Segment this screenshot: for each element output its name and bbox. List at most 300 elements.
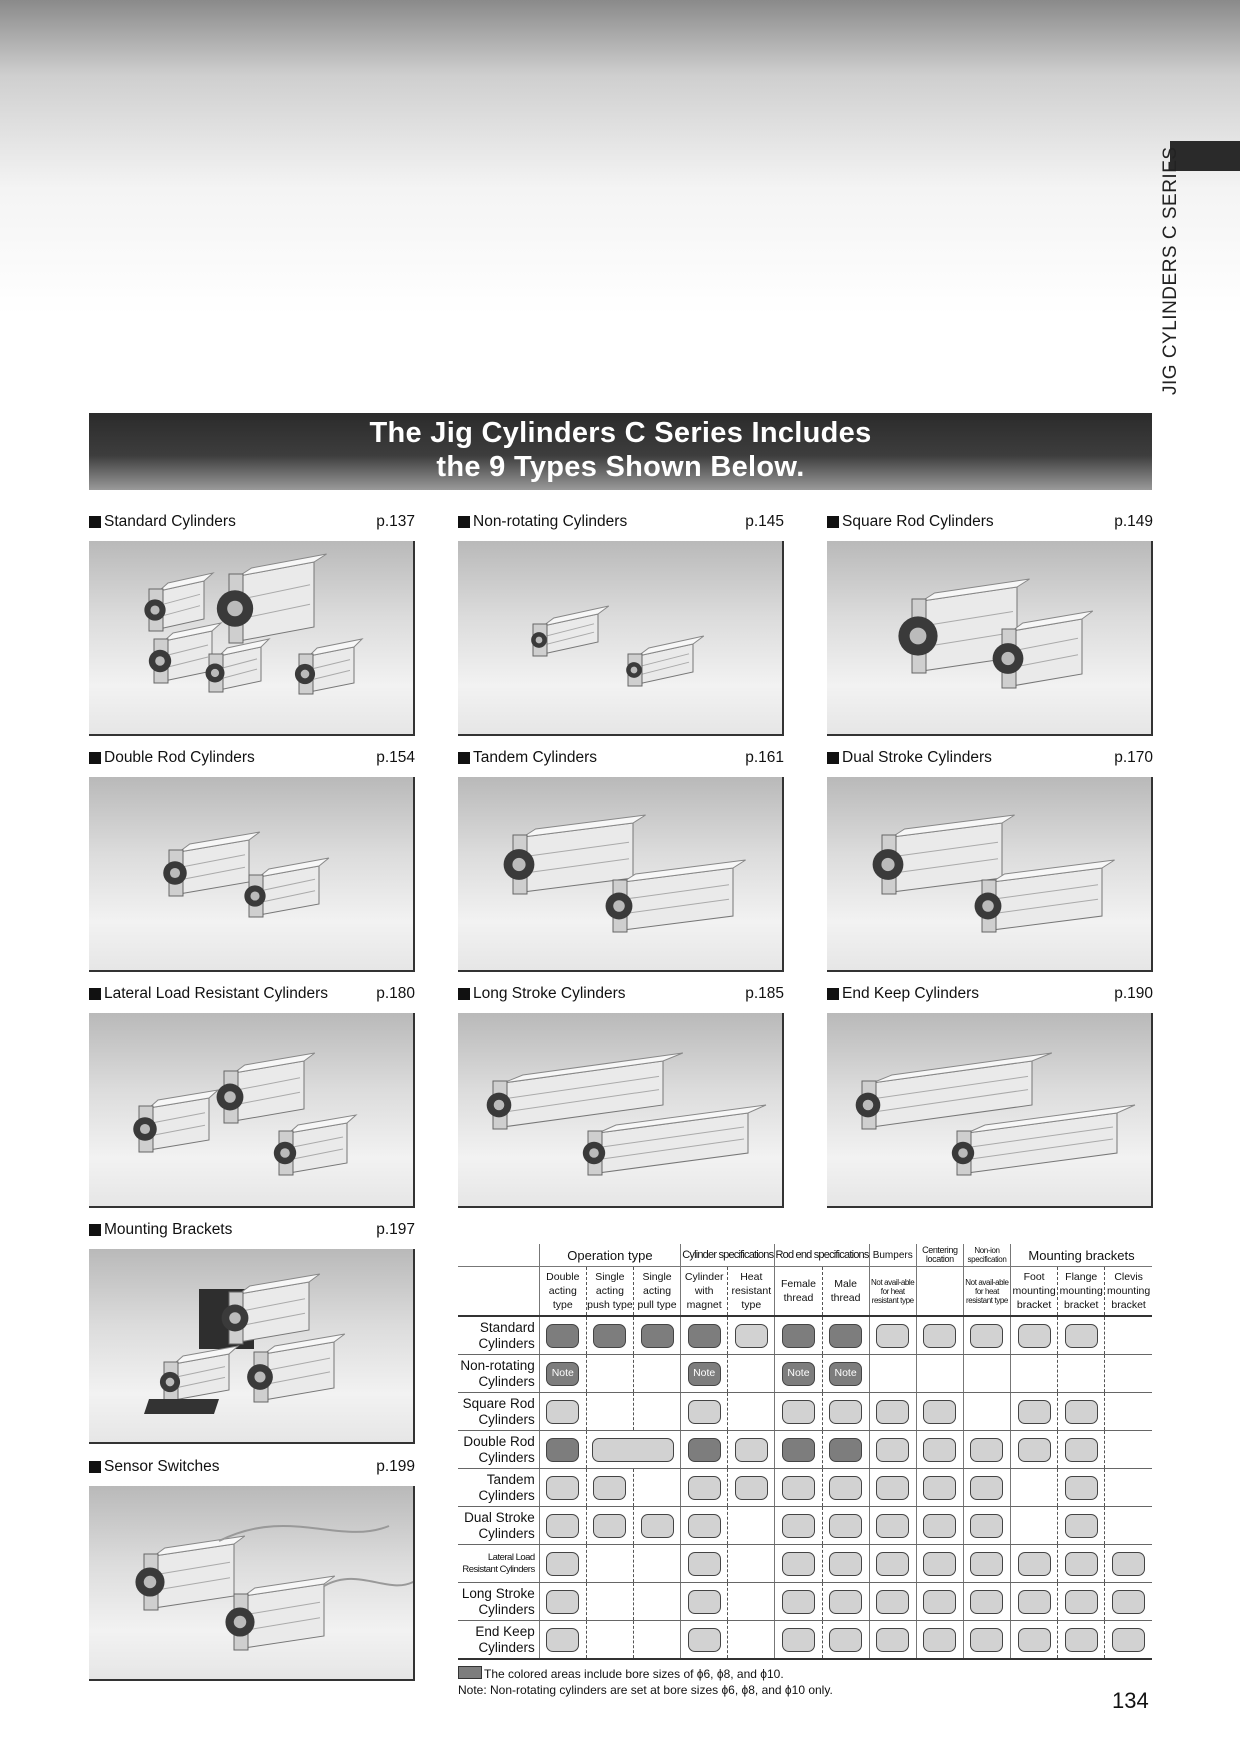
table-row (458, 1469, 1152, 1507)
table-cell (775, 1621, 822, 1660)
table-cell (586, 1583, 633, 1621)
product-page-link[interactable]: p.154 (376, 749, 415, 766)
table-cell (775, 1316, 822, 1355)
col-bumpers-note: Not avail-able for heat resistant type (869, 1267, 916, 1317)
table-cell (1058, 1316, 1105, 1355)
availability-cell (829, 1514, 862, 1538)
product-card (458, 983, 784, 1208)
bullet-square-icon (458, 752, 470, 764)
table-cell (728, 1545, 775, 1583)
availability-cell (923, 1514, 956, 1538)
availability-cell (1112, 1628, 1145, 1652)
table-cell (633, 1355, 680, 1393)
table-row (458, 1355, 1152, 1393)
table-cell (916, 1583, 963, 1621)
group-mounting-brackets: Mounting brackets (1011, 1244, 1152, 1267)
table-cell (822, 1431, 869, 1469)
group-non-ion-specification: Non-ion specification (963, 1244, 1010, 1267)
availability-cell-colored (829, 1324, 862, 1348)
row-label: End Keep Cylinders (458, 1621, 539, 1660)
availability-cell-colored (829, 1438, 862, 1462)
table-cell (1105, 1621, 1152, 1660)
banner-line-1: The Jig Cylinders C Series Includes (369, 417, 872, 449)
product-heading (89, 747, 415, 769)
availability-cell (782, 1400, 815, 1424)
product-heading (827, 983, 1153, 1005)
table-row (458, 1583, 1152, 1621)
table-cell (728, 1355, 775, 1393)
availability-cell (1018, 1628, 1051, 1652)
table-corner-2 (458, 1267, 539, 1317)
table-cell (1011, 1393, 1058, 1431)
table-cell (1105, 1431, 1152, 1469)
product-heading (458, 983, 784, 1005)
table-cell (681, 1393, 728, 1431)
availability-cell-wide (592, 1438, 674, 1462)
row-label: Square Rod Cylinders (458, 1393, 539, 1431)
table-cell (916, 1393, 963, 1431)
availability-cell (1065, 1400, 1098, 1424)
table-cell (775, 1393, 822, 1431)
table-cell (1058, 1355, 1105, 1393)
table-row (458, 1621, 1152, 1660)
table-cell (963, 1393, 1010, 1431)
table-cell (869, 1621, 916, 1660)
legend-swatch (458, 1666, 482, 1679)
product-photo (89, 1013, 415, 1208)
availability-cell (970, 1438, 1003, 1462)
table-cell (1105, 1355, 1152, 1393)
availability-cell (688, 1628, 721, 1652)
availability-cell (735, 1324, 768, 1348)
table-cell (1105, 1507, 1152, 1545)
availability-cell (688, 1590, 721, 1614)
group-cylinder-specifications: Cylinder specifications (681, 1244, 775, 1267)
table-row (458, 1545, 1152, 1583)
availability-cell (688, 1552, 721, 1576)
product-heading (458, 511, 784, 533)
availability-cell (1065, 1590, 1098, 1614)
product-page-link[interactable]: p.161 (745, 749, 784, 766)
availability-cell (593, 1514, 626, 1538)
availability-cell (1018, 1590, 1051, 1614)
table-cell (869, 1431, 916, 1469)
table-cell (869, 1393, 916, 1431)
product-heading (89, 983, 415, 1005)
product-photo (458, 777, 784, 972)
page-number: 134 (1112, 1688, 1149, 1713)
table-cell (1011, 1545, 1058, 1583)
availability-cell (970, 1324, 1003, 1348)
product-photo (89, 777, 415, 972)
series-spec-table (458, 1244, 1152, 1660)
row-label: Dual Stroke Cylinders (458, 1507, 539, 1545)
legend-colored-areas: The colored areas include bore sizes of ϕ6, ϕ8, and ϕ10. (484, 1667, 784, 1681)
note-cell: Note (829, 1362, 862, 1386)
table-cell (633, 1583, 680, 1621)
table-cell (1058, 1621, 1105, 1660)
availability-cell (970, 1590, 1003, 1614)
col-foot-bracket: Foot mounting bracket (1011, 1267, 1058, 1317)
table-cell (539, 1469, 586, 1507)
table-cell (869, 1583, 916, 1621)
product-page-link[interactable]: p.199 (376, 1458, 415, 1475)
table-cell (916, 1621, 963, 1660)
table-cell (963, 1355, 1010, 1393)
row-label: Double Rod Cylinders (458, 1431, 539, 1469)
table-cell (586, 1355, 633, 1393)
table-cell (681, 1431, 728, 1469)
bullet-square-icon (89, 1224, 101, 1236)
table-cell (775, 1431, 822, 1469)
table-cell (869, 1469, 916, 1507)
availability-cell (876, 1590, 909, 1614)
product-heading (827, 511, 1153, 533)
product-title: Dual Stroke Cylinders (842, 749, 992, 766)
availability-cell (546, 1552, 579, 1576)
table-cell (822, 1355, 869, 1393)
availability-cell (970, 1552, 1003, 1576)
availability-cell (876, 1400, 909, 1424)
availability-cell (923, 1324, 956, 1348)
product-title: Standard Cylinders (104, 513, 236, 530)
table-cell (586, 1621, 633, 1660)
table-cell (1058, 1583, 1105, 1621)
table-cell (633, 1507, 680, 1545)
note-cell: Note (688, 1362, 721, 1386)
availability-cell-colored (782, 1438, 815, 1462)
table-cell (539, 1545, 586, 1583)
availability-cell (970, 1476, 1003, 1500)
table-cell (1058, 1469, 1105, 1507)
product-page-link[interactable]: p.180 (376, 985, 415, 1002)
availability-cell (876, 1324, 909, 1348)
availability-cell (688, 1400, 721, 1424)
availability-cell (593, 1476, 626, 1500)
product-page-link[interactable]: p.170 (1114, 749, 1153, 766)
table-cell (822, 1545, 869, 1583)
group-centering-location: Centering location (916, 1244, 963, 1267)
table-cell (822, 1621, 869, 1660)
table-cell (728, 1431, 775, 1469)
table-cell (869, 1355, 916, 1393)
product-card (827, 511, 1153, 736)
banner-line-2: the 9 Types Shown Below. (436, 451, 805, 483)
table-cell (586, 1431, 680, 1469)
table-cell (633, 1621, 680, 1660)
bullet-square-icon (89, 516, 101, 528)
product-photo (827, 1013, 1153, 1208)
row-label: Non-rotating Cylinders (458, 1355, 539, 1393)
table-cell (681, 1545, 728, 1583)
table-cell (916, 1507, 963, 1545)
table-cell (539, 1583, 586, 1621)
bullet-square-icon (458, 516, 470, 528)
page-title-banner (89, 413, 1152, 490)
product-heading (89, 1456, 415, 1478)
availability-cell-colored (546, 1438, 579, 1462)
product-card (827, 747, 1153, 972)
table-cell (775, 1355, 822, 1393)
availability-cell (688, 1476, 721, 1500)
table-corner (458, 1244, 539, 1267)
availability-cell (735, 1476, 768, 1500)
availability-cell (829, 1628, 862, 1652)
availability-cell (829, 1552, 862, 1576)
table-cell (963, 1431, 1010, 1469)
table-cell (869, 1507, 916, 1545)
table-cell (1011, 1583, 1058, 1621)
col-heat-resistant: Heat resistant type (728, 1267, 775, 1317)
product-page-link[interactable]: p.149 (1114, 513, 1153, 530)
product-card (89, 511, 415, 736)
table-cell (539, 1393, 586, 1431)
table-cell (586, 1545, 633, 1583)
col-cylinder-with-magnet: Cylinder with magnet (681, 1267, 728, 1317)
table-cell (963, 1545, 1010, 1583)
table-cell (586, 1469, 633, 1507)
table-cell (681, 1469, 728, 1507)
col-non-ion-note: Not avail-able for heat resistant type (963, 1267, 1010, 1317)
table-cell (633, 1545, 680, 1583)
table-row (458, 1431, 1152, 1469)
availability-cell (829, 1476, 862, 1500)
availability-cell (1065, 1628, 1098, 1652)
product-title: Mounting Brackets (104, 1221, 233, 1238)
header-gradient (0, 0, 1240, 420)
product-page-link[interactable]: p.197 (376, 1221, 415, 1238)
col-centering-blank (916, 1267, 963, 1317)
table-cell (633, 1469, 680, 1507)
col-male-thread: Male thread (822, 1267, 869, 1317)
availability-cell (546, 1628, 579, 1652)
availability-cell (970, 1628, 1003, 1652)
product-heading (458, 747, 784, 769)
availability-cell (923, 1552, 956, 1576)
availability-cell (782, 1476, 815, 1500)
table-cell (916, 1355, 963, 1393)
table-cell (539, 1355, 586, 1393)
table-cell (963, 1469, 1010, 1507)
product-page-link[interactable]: p.190 (1114, 985, 1153, 1002)
table-cell (775, 1583, 822, 1621)
group-rod-end-specifications: Rod end specifications (775, 1244, 869, 1267)
product-photo (458, 1013, 784, 1208)
table-cell (1105, 1316, 1152, 1355)
bullet-square-icon (89, 1461, 101, 1473)
row-label: Tandem Cylinders (458, 1469, 539, 1507)
availability-cell (546, 1476, 579, 1500)
product-card (827, 983, 1153, 1208)
product-page-link[interactable]: p.137 (376, 513, 415, 530)
table-cell (633, 1316, 680, 1355)
availability-cell (546, 1400, 579, 1424)
table-cell (822, 1393, 869, 1431)
table-cell (775, 1545, 822, 1583)
col-double-acting: Double acting type (539, 1267, 586, 1317)
table-cell (916, 1431, 963, 1469)
table-cell (1011, 1355, 1058, 1393)
product-card (89, 1456, 415, 1681)
availability-cell (1112, 1552, 1145, 1576)
availability-cell (782, 1628, 815, 1652)
availability-cell-colored (593, 1324, 626, 1348)
product-photo (89, 541, 415, 736)
table-cell (728, 1469, 775, 1507)
table-cell (681, 1583, 728, 1621)
availability-cell (1018, 1324, 1051, 1348)
product-title: Lateral Load Resistant Cylinders (104, 985, 329, 1002)
section-side-label: JIG CYLINDERS C SERIES (1160, 146, 1181, 395)
availability-cell (782, 1514, 815, 1538)
table-cell (728, 1393, 775, 1431)
product-card (458, 747, 784, 972)
product-photo (827, 777, 1153, 972)
table-cell (633, 1393, 680, 1431)
table-cell (822, 1507, 869, 1545)
availability-cell (735, 1438, 768, 1462)
table-cell (539, 1507, 586, 1545)
availability-cell (876, 1628, 909, 1652)
col-female-thread: Female thread (775, 1267, 822, 1317)
group-bumpers: Bumpers (869, 1244, 916, 1267)
col-clevis-bracket: Clevis mounting bracket (1105, 1267, 1152, 1317)
note-cell: Note (546, 1362, 579, 1386)
product-card (89, 1219, 415, 1444)
availability-cell (1065, 1324, 1098, 1348)
availability-cell (1018, 1552, 1051, 1576)
availability-cell (923, 1628, 956, 1652)
table-cell (586, 1316, 633, 1355)
table-cell (728, 1583, 775, 1621)
table-cell (681, 1316, 728, 1355)
col-single-acting-push: Single acting push type (586, 1267, 633, 1317)
table-cell (681, 1355, 728, 1393)
bullet-square-icon (827, 988, 839, 1000)
availability-cell-colored (782, 1324, 815, 1348)
table-cell (869, 1545, 916, 1583)
product-title: Double Rod Cylinders (104, 749, 255, 766)
availability-cell (1065, 1438, 1098, 1462)
availability-cell (1065, 1514, 1098, 1538)
table-cell (1011, 1431, 1058, 1469)
product-page-link[interactable]: p.185 (745, 985, 784, 1002)
table-cell (916, 1469, 963, 1507)
table-cell (1011, 1316, 1058, 1355)
table-cell (1058, 1393, 1105, 1431)
table-cell (1058, 1507, 1105, 1545)
availability-cell (1112, 1590, 1145, 1614)
bullet-square-icon (89, 752, 101, 764)
availability-cell (1018, 1438, 1051, 1462)
availability-cell (688, 1514, 721, 1538)
product-card (458, 511, 784, 736)
availability-cell (876, 1514, 909, 1538)
product-title: Sensor Switches (104, 1458, 220, 1475)
bullet-square-icon (827, 752, 839, 764)
availability-cell (923, 1400, 956, 1424)
table-cell (681, 1507, 728, 1545)
bullet-square-icon (827, 516, 839, 528)
availability-cell (970, 1514, 1003, 1538)
availability-cell (1018, 1400, 1051, 1424)
table-legend (458, 1666, 833, 1698)
availability-cell (1065, 1476, 1098, 1500)
table-cell (963, 1507, 1010, 1545)
col-flange-bracket: Flange mounting bracket (1058, 1267, 1105, 1317)
table-cell (681, 1621, 728, 1660)
bullet-square-icon (89, 988, 101, 1000)
product-heading (89, 511, 415, 533)
product-photo (89, 1249, 415, 1444)
table-row (458, 1316, 1152, 1355)
row-label: Standard Cylinders (458, 1316, 539, 1355)
table-cell (728, 1316, 775, 1355)
product-photo (458, 541, 784, 736)
availability-cell (546, 1514, 579, 1538)
product-card (89, 747, 415, 972)
table-cell (822, 1316, 869, 1355)
table-row (458, 1393, 1152, 1431)
availability-cell (923, 1590, 956, 1614)
table-cell (1105, 1469, 1152, 1507)
table-row (458, 1507, 1152, 1545)
table-cell (916, 1316, 963, 1355)
table-cell (1105, 1545, 1152, 1583)
table-cell (539, 1316, 586, 1355)
table-cell (916, 1545, 963, 1583)
availability-cell-colored (688, 1324, 721, 1348)
table-cell (822, 1583, 869, 1621)
table-cell (1011, 1621, 1058, 1660)
table-cell (822, 1469, 869, 1507)
product-heading (89, 1219, 415, 1241)
product-card (89, 983, 415, 1208)
table-cell (539, 1431, 586, 1469)
table-cell (1058, 1545, 1105, 1583)
row-label: Long Stroke Cylinders (458, 1583, 539, 1621)
table-cell (586, 1507, 633, 1545)
table-cell (963, 1316, 1010, 1355)
availability-cell-colored (688, 1438, 721, 1462)
product-title: Tandem Cylinders (473, 749, 598, 766)
availability-cell (923, 1438, 956, 1462)
table-cell (586, 1393, 633, 1431)
table-cell (775, 1469, 822, 1507)
availability-cell-colored (546, 1324, 579, 1348)
availability-cell (923, 1476, 956, 1500)
product-title: Non-rotating Cylinders (473, 513, 628, 530)
availability-cell (829, 1400, 862, 1424)
product-photo (827, 541, 1153, 736)
availability-cell (829, 1590, 862, 1614)
availability-cell (782, 1552, 815, 1576)
product-page-link[interactable]: p.145 (745, 513, 784, 530)
availability-cell (546, 1590, 579, 1614)
product-title: Long Stroke Cylinders (473, 985, 626, 1002)
table-cell (1011, 1469, 1058, 1507)
table-cell (539, 1621, 586, 1660)
availability-cell (641, 1514, 674, 1538)
table-cell (728, 1507, 775, 1545)
availability-cell (782, 1590, 815, 1614)
product-heading (827, 747, 1153, 769)
table-cell (1105, 1583, 1152, 1621)
availability-cell (876, 1552, 909, 1576)
product-title: Square Rod Cylinders (842, 513, 994, 530)
table-cell (1011, 1507, 1058, 1545)
product-photo (89, 1486, 415, 1681)
